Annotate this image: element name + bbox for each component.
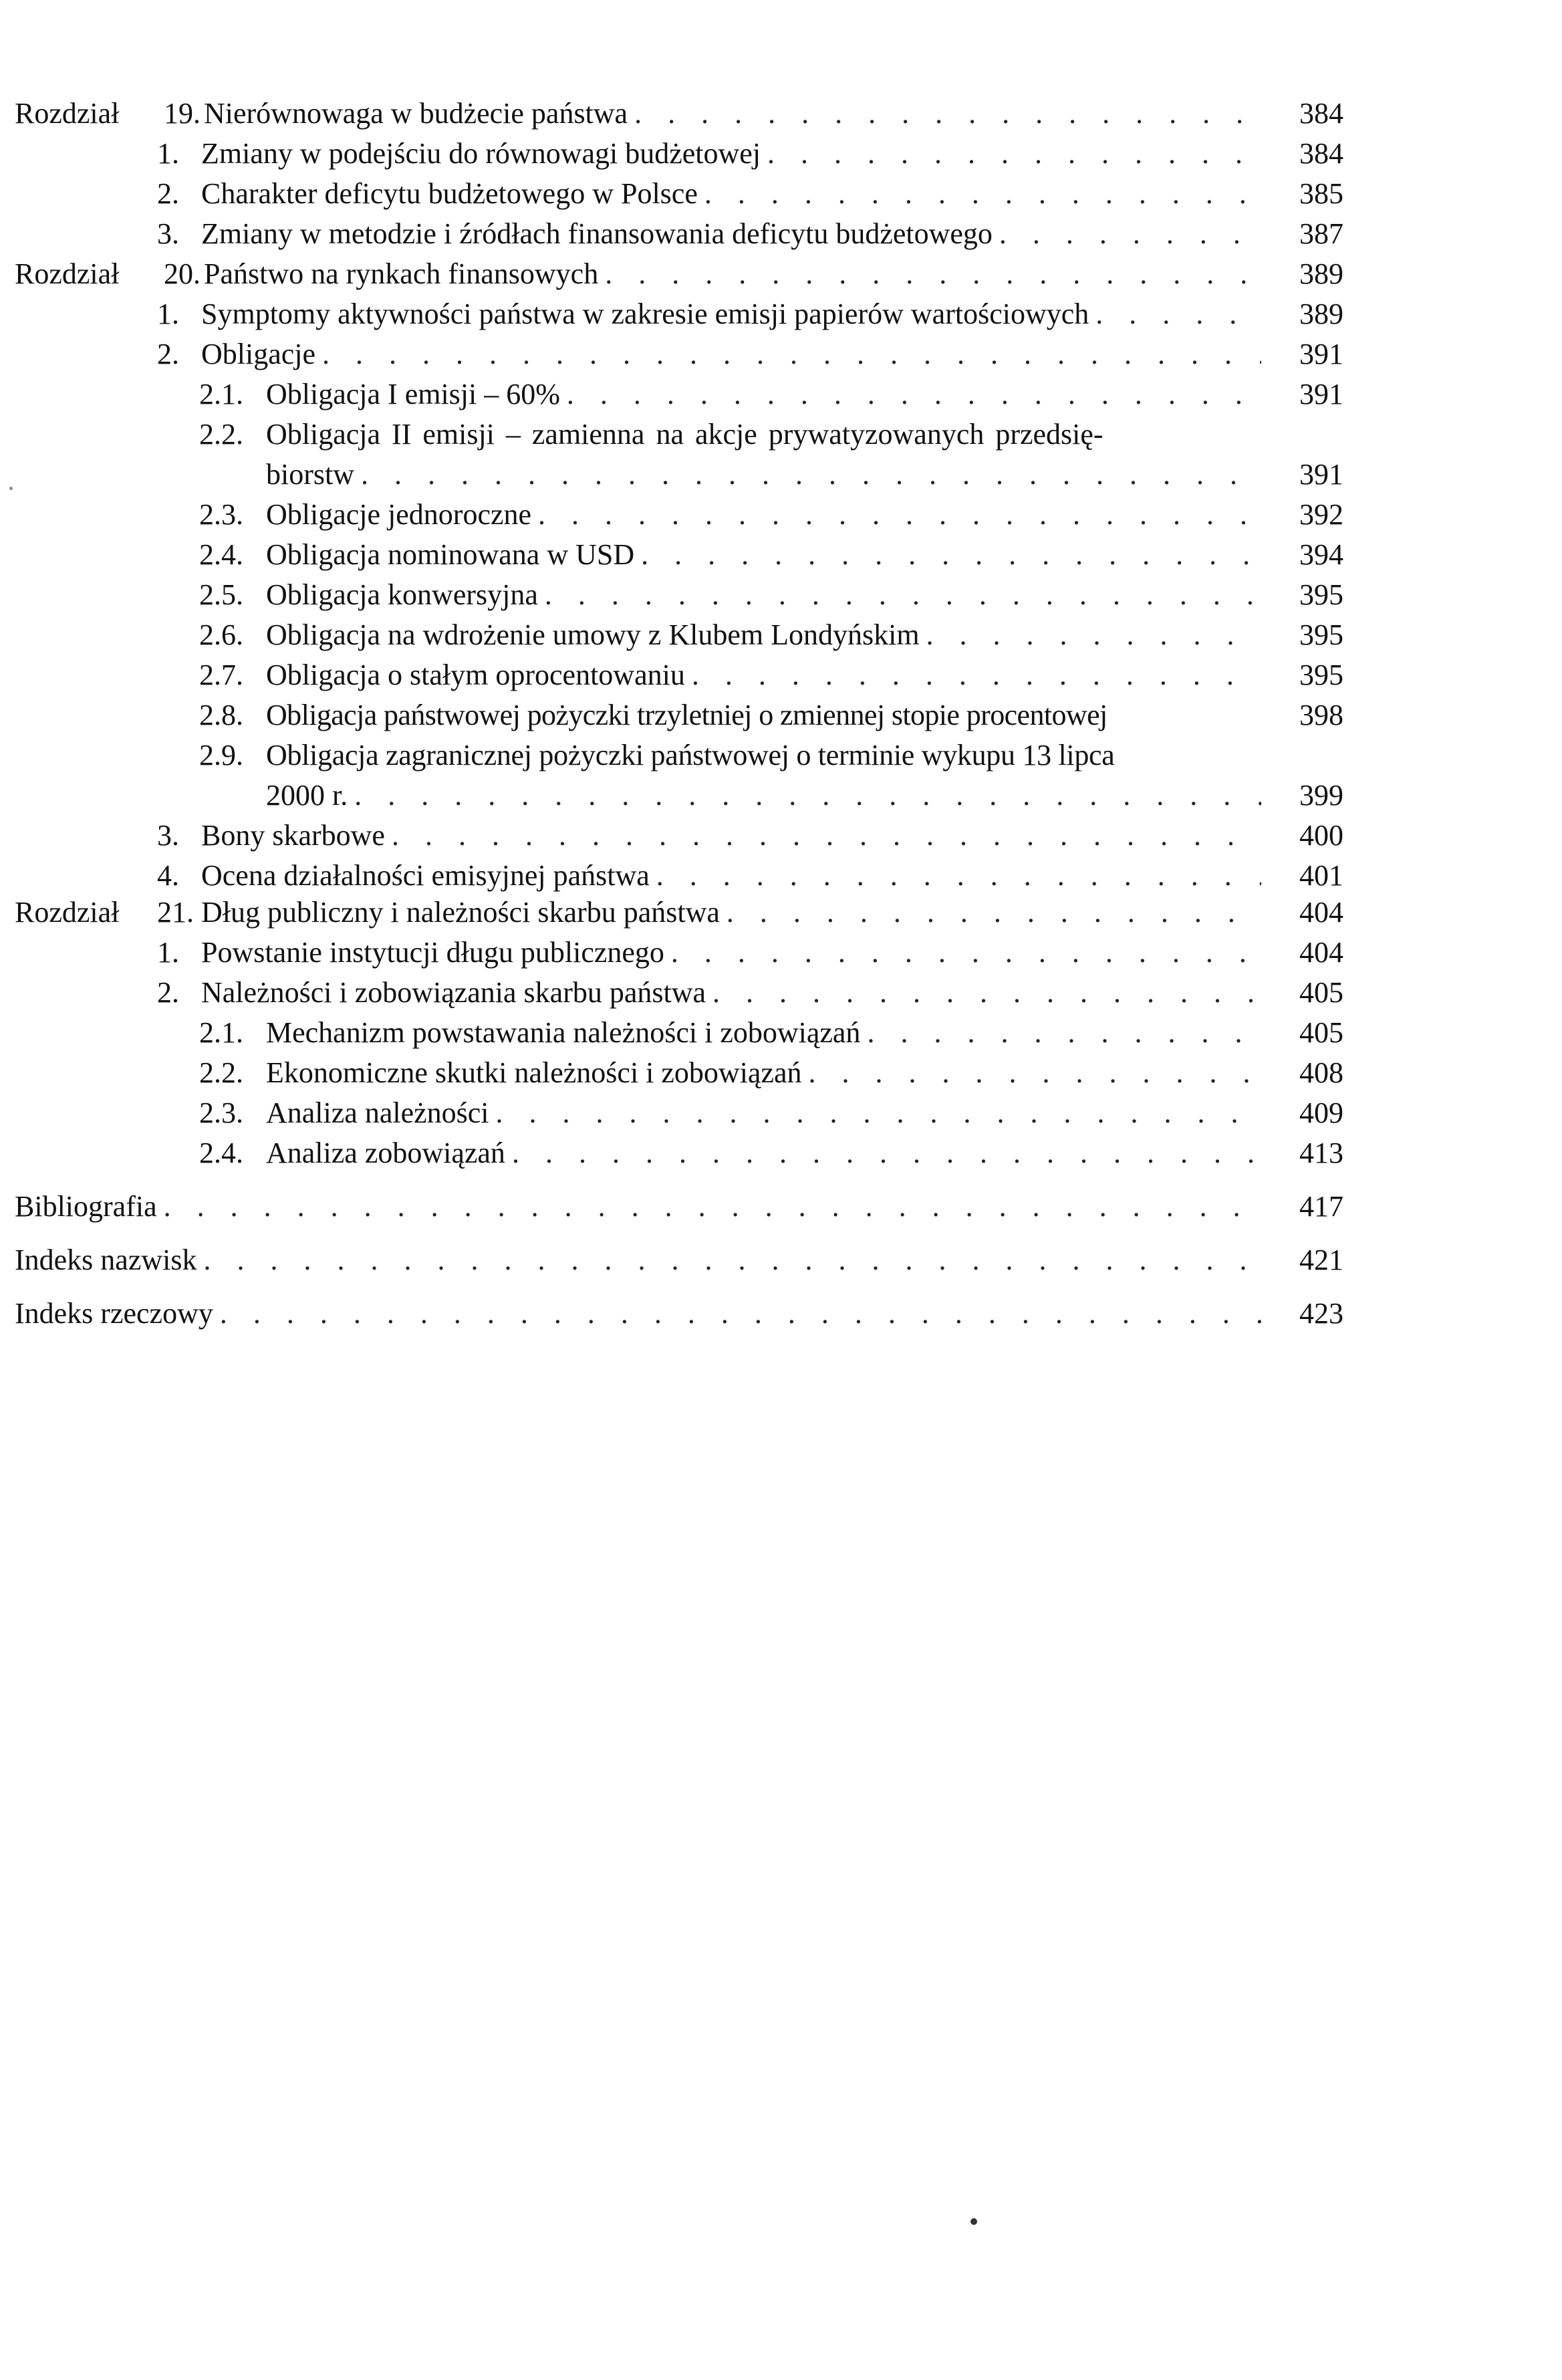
dot-leader — [220, 1294, 1261, 1334]
toc-row — [0, 294, 1562, 334]
entry-title: Obligacja II emisji – zamienna na akcje prywatyzowanych przedsię- — [266, 418, 1103, 451]
toc-row — [0, 856, 1562, 896]
toc-entry — [199, 695, 1108, 735]
toc-row-chapter-19 — [0, 94, 1562, 134]
toc-row-bibliography — [0, 1187, 1562, 1227]
entry-number: 2.1. — [199, 1016, 243, 1049]
page-number: 399 — [1299, 779, 1343, 812]
toc-entry — [199, 615, 1261, 655]
chapter-label: Rozdział — [15, 896, 120, 929]
page-number: 391 — [1299, 458, 1343, 491]
toc-row — [0, 1133, 1562, 1173]
dot-leader — [164, 1187, 1261, 1227]
toc-row — [0, 214, 1562, 254]
toc-entry — [157, 892, 1261, 933]
entry-title: Ekonomiczne skutki należności i zobowiązań — [266, 1056, 802, 1089]
entry-number: 2.4. — [199, 538, 243, 571]
entry-number: 2.7. — [199, 659, 243, 691]
entry-title: Obligacja konwersyjna — [266, 578, 538, 611]
toc-entry — [164, 254, 1261, 294]
entry-title: Bony skarbowe — [201, 819, 385, 852]
dot-leader — [605, 254, 1261, 294]
entry-number: 2.1. — [199, 378, 243, 410]
toc-row — [0, 933, 1562, 973]
toc-row — [0, 615, 1562, 655]
entry-title: Nierównowaga w budżecie państwa — [204, 97, 628, 130]
scan-speck — [970, 2218, 977, 2225]
entry-number: 19. — [164, 97, 201, 130]
entry-number: 2. — [157, 338, 179, 370]
toc-entry — [157, 973, 1261, 1013]
toc-row — [0, 174, 1562, 214]
dot-leader — [671, 933, 1261, 973]
entry-number: 1. — [157, 137, 179, 170]
toc-row — [0, 535, 1562, 575]
page-number: 398 — [1299, 699, 1343, 731]
toc-entry — [157, 334, 1261, 374]
dot-leader — [512, 1133, 1261, 1173]
entry-title: Mechanizm powstawania należności i zobowiązań — [266, 1016, 861, 1049]
entry-title: Bibliografia — [15, 1190, 157, 1223]
entry-title: Obligacja państwowej pożyczki trzyletniej o zmiennej stopie procentowej — [266, 699, 1108, 731]
toc-entry — [266, 455, 1261, 495]
entry-title: Zmiany w metodzie i źródłach finansowania deficytu budżetowego — [201, 217, 993, 250]
dot-leader — [727, 892, 1261, 933]
dot-leader — [354, 776, 1261, 816]
page-number: 395 — [1299, 578, 1343, 611]
toc-row — [0, 1053, 1562, 1093]
dot-leader — [692, 655, 1261, 695]
dot-leader — [538, 495, 1261, 535]
toc-row — [0, 495, 1562, 535]
entry-title: Obligacja zagranicznej pożyczki państwowej o terminie wykupu 13 lipca — [266, 739, 1115, 771]
entry-number: 2.8. — [199, 699, 243, 731]
toc-entry-first-line — [199, 735, 1115, 776]
chapter-label: Rozdział — [15, 97, 120, 130]
toc-entry — [199, 1093, 1261, 1133]
page-number: 417 — [1299, 1190, 1343, 1223]
page-number: 421 — [1299, 1243, 1343, 1276]
toc-row-subject-index — [0, 1294, 1562, 1334]
dot-leader — [545, 575, 1261, 615]
toc-entry — [199, 655, 1261, 695]
entry-number: 20. — [164, 257, 201, 290]
toc-entry — [199, 1013, 1261, 1053]
toc-row-chapter-20 — [0, 254, 1562, 294]
toc-row-chapter-21 — [0, 892, 1562, 933]
toc-entry — [15, 1240, 1261, 1280]
entry-number: 2.9. — [199, 739, 243, 771]
entry-title: Ocena działalności emisyjnej państwa — [201, 859, 650, 892]
toc-entry — [199, 1053, 1261, 1093]
entry-number: 2.5. — [199, 578, 243, 611]
entry-number: 2.3. — [199, 498, 243, 531]
entry-number: 2.2. — [199, 1056, 243, 1089]
toc-row — [0, 575, 1562, 615]
dot-leader — [767, 134, 1261, 174]
toc-row — [0, 414, 1562, 455]
dot-leader — [361, 455, 1261, 495]
entry-title: Indeks nazwisk — [15, 1243, 197, 1276]
page-number: 394 — [1299, 538, 1343, 571]
dot-leader — [204, 1240, 1262, 1280]
entry-title: Charakter deficytu budżetowego w Polsce — [201, 177, 698, 210]
toc-entry — [199, 1133, 1261, 1173]
page-number: 400 — [1299, 819, 1343, 852]
page-number: 385 — [1299, 177, 1343, 210]
toc-entry — [15, 1294, 1261, 1334]
entry-title: Należności i zobowiązania skarbu państwa — [201, 976, 706, 1009]
entry-number: 1. — [157, 298, 179, 330]
toc-row — [0, 1013, 1562, 1053]
toc-row — [0, 655, 1562, 695]
entry-title: biorstw — [266, 458, 354, 491]
entry-title: Państwo na rynkach finansowych — [204, 257, 599, 290]
page-number: 389 — [1299, 257, 1343, 290]
entry-number: 4. — [157, 859, 179, 892]
page-number: 395 — [1299, 659, 1343, 691]
dot-leader — [1095, 294, 1255, 334]
page-number: 392 — [1299, 498, 1343, 531]
toc-row — [0, 735, 1562, 776]
entry-title: Analiza należności — [266, 1096, 489, 1129]
entry-number: 3. — [157, 819, 179, 852]
page-number: 405 — [1299, 976, 1343, 1009]
toc-row — [0, 1093, 1562, 1133]
entry-title: Zmiany w podejściu do równowagi budżetowej — [201, 137, 761, 170]
toc-entry — [157, 816, 1261, 856]
page-number: 409 — [1299, 1096, 1343, 1129]
page-number: 395 — [1299, 618, 1343, 651]
toc-row-continuation — [0, 455, 1562, 495]
entry-title: Symptomy aktywności państwa w zakresie emisji papierów wartościowych — [201, 298, 1089, 330]
page-number: 384 — [1299, 97, 1343, 130]
entry-title: Obligacja o stałym oprocentowaniu — [266, 659, 685, 691]
page-number: 391 — [1299, 338, 1343, 370]
dot-leader — [392, 816, 1261, 856]
dot-leader — [322, 334, 1261, 374]
dot-leader — [867, 1013, 1261, 1053]
dot-leader — [656, 856, 1261, 896]
toc-row — [0, 695, 1562, 735]
toc-entry — [199, 575, 1261, 615]
page-number: 408 — [1299, 1056, 1343, 1089]
page-number: 404 — [1299, 936, 1343, 969]
toc-entry — [157, 856, 1261, 896]
dot-leader — [926, 615, 1261, 655]
toc-entry — [157, 933, 1261, 973]
entry-title: Analiza zobowiązań — [266, 1137, 505, 1169]
page-number: 413 — [1299, 1137, 1343, 1169]
entry-number: 21. — [157, 896, 194, 929]
toc-entry — [157, 174, 1261, 214]
entry-title: Powstanie instytucji długu publicznego — [201, 936, 664, 969]
entry-title: Obligacja nominowana w USD — [266, 538, 635, 571]
page-number: 389 — [1299, 298, 1343, 330]
page-number: 384 — [1299, 137, 1343, 170]
dot-leader — [641, 535, 1261, 575]
entry-title: Obligacje jednoroczne — [266, 498, 532, 531]
entry-number: 3. — [157, 217, 179, 250]
page-number: 404 — [1299, 896, 1343, 929]
entry-number: 2. — [157, 177, 179, 210]
dot-leader — [567, 374, 1261, 414]
toc-row — [0, 134, 1562, 174]
page-number: 391 — [1299, 378, 1343, 410]
toc-entry — [199, 535, 1261, 575]
toc-entry — [157, 294, 1255, 334]
entry-title: Indeks rzeczowy — [15, 1297, 213, 1330]
toc-entry — [266, 776, 1261, 816]
toc-row — [0, 374, 1562, 414]
dot-leader — [809, 1053, 1261, 1093]
entry-number: 1. — [157, 936, 179, 969]
page-number: 387 — [1299, 217, 1343, 250]
page-number: 401 — [1299, 859, 1343, 892]
toc-entry — [157, 214, 1261, 254]
page-number: 405 — [1299, 1016, 1343, 1049]
entry-number: 2.4. — [199, 1137, 243, 1169]
dot-leader — [704, 174, 1261, 214]
dot-leader — [712, 973, 1261, 1013]
entry-title: Obligacja na wdrożenie umowy z Klubem Londyńskim — [266, 618, 920, 651]
toc-entry — [199, 495, 1261, 535]
toc-row — [0, 973, 1562, 1013]
entry-title: Obligacje — [201, 338, 316, 370]
entry-title: Obligacja I emisji – 60% — [266, 378, 560, 410]
dot-leader — [634, 94, 1261, 134]
toc-row-continuation — [0, 776, 1562, 816]
dot-leader — [999, 214, 1261, 254]
entry-number: 2.6. — [199, 618, 243, 651]
entry-title: 2000 r. — [266, 779, 348, 812]
entry-number: 2. — [157, 976, 179, 1009]
toc-entry — [157, 134, 1261, 174]
entry-title: Dług publiczny i należności skarbu państwa — [201, 896, 720, 929]
toc-entry — [199, 374, 1261, 414]
dot-leader — [496, 1093, 1261, 1133]
page-number: 423 — [1299, 1297, 1343, 1330]
toc-row — [0, 334, 1562, 374]
entry-number: 2.2. — [199, 418, 243, 451]
chapter-label: Rozdział — [15, 257, 120, 290]
entry-number: 2.3. — [199, 1096, 243, 1129]
scan-speck — [9, 487, 13, 490]
toc-entry-first-line — [199, 414, 1103, 455]
toc-row-name-index — [0, 1240, 1562, 1280]
toc-row — [0, 816, 1562, 856]
toc-entry — [15, 1187, 1261, 1227]
toc-entry — [164, 94, 1261, 134]
